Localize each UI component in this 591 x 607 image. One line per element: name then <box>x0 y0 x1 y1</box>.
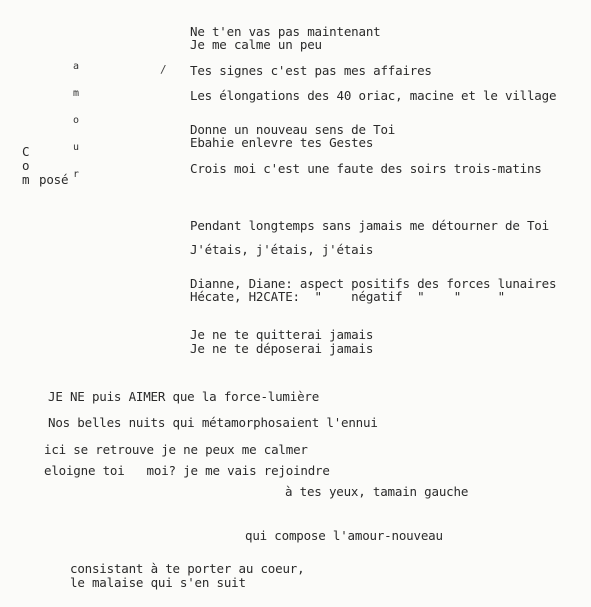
poem-line: J'étais, j'étais, j'étais <box>190 242 374 257</box>
poem-line: consistant à te porter au coeur, <box>70 561 305 576</box>
poem-line: le malaise qui s'en suit <box>70 575 246 590</box>
poem-line: Je me calme un peu <box>190 37 322 52</box>
poem-line: Donne un nouveau sens de Toi <box>190 122 396 137</box>
poem-line: Ebahie enlevre tes Gestes <box>190 135 374 150</box>
poem-line: Je ne te quitterai jamais <box>190 327 374 342</box>
margin-amour-vertical <box>73 44 97 197</box>
poem-line: ici se retrouve je ne peux me calmer <box>44 442 308 457</box>
margin-letter: m <box>73 88 80 99</box>
poem-line: Les élongations des 40 oriac, macine et le village <box>190 88 557 103</box>
poem-line: Crois moi c'est une faute des soirs trois-matins <box>190 161 542 176</box>
margin-o: o <box>22 158 30 173</box>
poem-line: Hécate, H2CATE: " négatif " " " <box>190 289 506 304</box>
poem-line: Tes signes c'est pas mes affaires <box>190 63 432 78</box>
poem-line: eloigne toi moi? je me vais rejoindre <box>44 463 330 478</box>
margin-letter: r <box>73 169 80 180</box>
margin-letter: a <box>73 61 80 72</box>
margin-pose: posé <box>39 172 69 187</box>
poem-line: à tes yeux, tamain gauche <box>285 484 469 499</box>
poem-line: qui compose l'amour-nouveau <box>245 528 443 543</box>
poem-line: JE NE puis AIMER que la force-lumière <box>48 389 320 404</box>
margin-letter: o <box>73 115 80 126</box>
margin-m: m <box>22 172 30 187</box>
poem-line: Dianne, Diane: aspect positifs des forces lunaires <box>190 276 557 291</box>
poem-line: Je ne te déposerai jamais <box>190 341 374 356</box>
margin-letter: u <box>73 142 80 153</box>
poem-line: Pendant longtemps sans jamais me détourner de Toi <box>190 218 549 233</box>
margin-tick-mark: / <box>160 63 167 76</box>
poem-line: Nos belles nuits qui métamorphosaient l'ennui <box>48 415 378 430</box>
margin-c: C <box>22 144 30 159</box>
poem-line: Ne t'en vas pas maintenant <box>190 24 381 39</box>
